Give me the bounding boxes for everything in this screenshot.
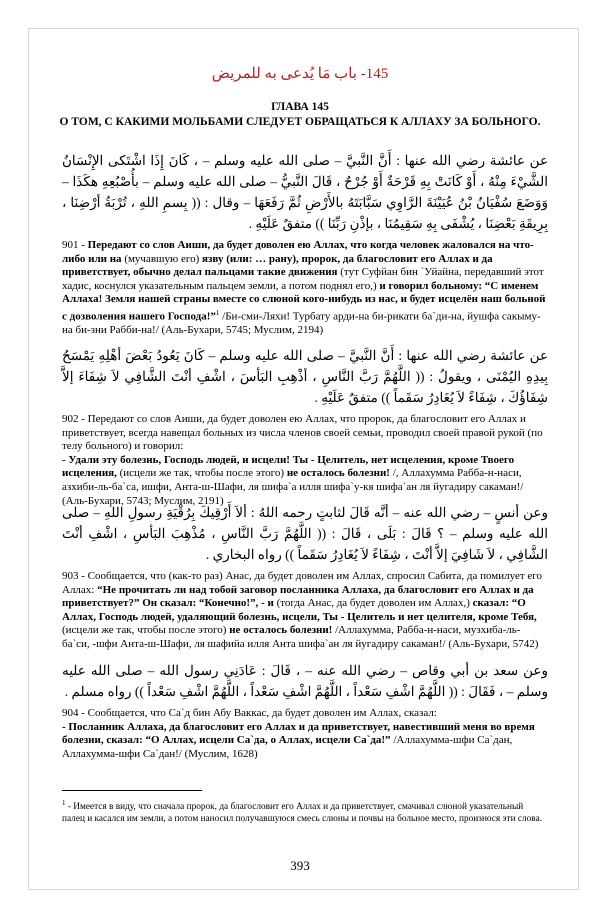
transliteration: /Аллахумма, Рабба-н-наси, музхиба-ль-ба`си, -шфи Анта-ш-Шафи, ля шафийа илля Анта шифа`ан ля йугадиру сакаман!/	[62, 624, 521, 650]
footnote-marker: 1	[215, 308, 220, 317]
hadith-translation: 901 - Передают со слов Аиши, да будет доволен ею Аллах, что когда человек жаловался на что-либо или на (мучавшую его) язву (или: … рану), пророк, да благословит его Аллах и да приветствует, обычно делал пальцами такие движения (тут Суфйан бин `Уйайна, передавший этот хадис, коснулся указательным пальцем земли, а потом поднял его,) и говорил больному: “С именем Аллаха! Земля нашей страны вместе со слюной кого-нибудь из нас, и будет исцелён наш больной с дозволения нашего Господа!”$^1$ /Би-сми-Ляхи! Турбату арди-на би-рикати ба`ди-на, йушфа сакыму-на би-зни Рабби-на!/ (Аль-Бухари, 5745; Муслим, 2194)	[62, 239, 546, 337]
hadith-902	[62, 345, 548, 508]
chapter-heading	[40, 100, 560, 130]
hadith-904	[62, 660, 548, 761]
hadith-dua: - Удали эту болезнь, Господь людей, и исцели! Ты - Целитель, нет исцеления, кроме Твоего исцеления, (исцели же так, чтобы после этого) не осталось болезни! /, Аллахумма Рабба-н-наси, азхиби-ль-ба`са, ишфи, Анта-ш-Шафи, ля шифа`а илля шифа`у-кя шифа`ан ля йугадиру сакаман!/ (Аль-Бухари, 5743; Муслим, 2191)	[62, 453, 524, 507]
hadith-arabic-text: عن عائشة رضي الله عنها : أَنَّ النَّبيَّ – صلى الله عليه وسلم – ، كَانَ إِذَا اشْتَكى الإِنْسَانُ الشَّيْءَ مِنْهُ ، أَوْ كَانَتْ بِهِ قَرْحَةٌ أَوْ جُرْحٌ ، قَالَ النَّبيُّ – صلى الله عليه وسلم – بأُصْبُعِهِ هكَذَا – وَوَضَعَ سُفْيَانُ بْنُ عُيَيْنَةَ الرَّاوِي سَبَّابَتَهُ بالأَرْضِ ثُمَّ رَفَعَهَا – وقال : (( بِسمِ اللهِ ، تُرْبَةُ أرْضِنَا ، بِرِيقَةِ بَعْضِنَا ، يُشْفَى بِهِ سَقِيمُنَا ، بإذْنِ رَبِّنَا )) متفقٌ عَلَيْهِ .	[62, 153, 548, 231]
transliteration: /Би-сми-Ляхи! Турбату арди-на би-рикати ба`ди-на, йушфа сакыму-на би-зни Рабби-на!/	[62, 310, 541, 337]
footnote-number: 1	[62, 799, 66, 807]
source-reference: (Аль-Бухари, 5745; Муслим, 2194)	[161, 324, 324, 337]
page-number: 393	[290, 858, 310, 873]
hadith-translation: 904 - Сообщается, что Са`д бин Абу Ваккас, да будет доволен им Аллах, сказал:	[62, 707, 437, 719]
hadith-translation: 903 - Сообщается, что (как-то раз) Анас, да будет доволен им Аллах, спросил Сабита, да помилует его Аллах: “Не прочитать ли над тобой заговор посланника Аллаха, да благословит его Аллах и да приветствует?” Он сказал: “Конечно!”, - и (тогда Анас, да будет доволен им Аллах,) сказал: “О Аллах, Господь людей, удаляющий болезнь, исцели, Ты - Целитель и нет целителя, кроме Тебя, (исцели же так, чтобы после этого) не осталось болезни! /Аллахумма, Рабба-н-наси, музхиба-ль-ба`си, -шфи Анта-ш-Шафи, ля шафийа илля Анта шифа`ан ля йугадиру сакаман!/ (Аль-Бухари, 5742)	[62, 570, 543, 650]
hadith-arabic-text: عن عائشة رضي الله عنها : أَنَّ النَّبيَّ – صلى الله عليه وسلم – كَانَ يَعُودُ بَعْضَ أهْلِهِ يَمْسَحُ بِيدِهِ اليُمْنَى ، ويقولُ : (( اللَّهُمَّ رَبَّ النَّاسِ ، أذْهِبِ البَأسَ ، اشْفِ أنْتَ الشَّافِي لاَ شِفَاءَ إلاَّ شِفَاؤُكَ ، شِفَاءً لاَ يُغَادِرُ سَقَماً )) متفقٌ عَلَيْهِ .	[62, 348, 548, 405]
chapter-title: О ТОМ, С КАКИМИ МОЛЬБАМИ СЛЕДУЕТ ОБРАЩАТЬСЯ К АЛЛАХУ ЗА БОЛЬНОГО.	[59, 116, 541, 128]
footnote-divider	[62, 790, 202, 791]
hadith-903	[62, 502, 548, 652]
hadith-translation: 902 - Передают со слов Аиши, да будет доволен ею Аллах, что пророк, да благословит его Аллах и приветствует, всегда навещал больных из числа членов своей семьи, проводил своей правой рукой (по телу больного) и говорил:	[62, 413, 543, 453]
transliteration: /Аллахумма-шфи Са`дан, Аллахумма-шфи Са`дан!/	[62, 734, 513, 760]
chapter-title-arabic: 145- باب مَا يُدعى به للمريض	[211, 66, 389, 82]
hadith-arabic-text: وعن أنسٍ – رضي الله عنه – أنَّه قَالَ لثابتٍ رحمه اللهُ : ألاَ أَرْقِيكَ بِرُقْيَةِ رسولِ اللهِ – صلى الله عليه وسلم – ؟ قَالَ : بَلَى ، قَالَ : (( اللَّهُمَّ رَبَّ النَّاسِ ، مُذْهِبَ البَأسِ ، اشْفِ أنْتَ الشَّافِي ، لاَ شَافِيَ إلاَّ أنْتَ ، شِفَاءً لاَ يُغَادِرُ سَقَماً )) رواه البخاري .	[62, 505, 548, 562]
hadith-901	[62, 150, 548, 338]
footnote	[62, 797, 548, 825]
hadith-dua: - Посланник Аллаха, да благословит его Аллах и да приветствует, навестивший меня во время болезни, сказал: “О Аллах, исцели Са`да, о Аллах, исцели Са`да!” /Аллахумма-шфи Са`дан, Аллахумма-шфи Са`дан!/ (Муслим, 1628)	[62, 720, 535, 760]
source-reference: (Аль-Бухари, 5743; Муслим, 2191)	[62, 494, 224, 507]
source-reference: (Аль-Бухари, 5742)	[448, 637, 539, 650]
source-reference: (Муслим, 1628)	[184, 747, 258, 760]
transliteration: /, Аллахумма Рабба-н-наси, азхиби-ль-ба`са, ишфи, Анта-ш-Шафи, ля шифа`а илля шифа`у-кя шифа`ан ля йугадиру сакаман!/	[62, 467, 524, 493]
chapter-label: ГЛАВА 145	[271, 101, 329, 113]
dua-text: “С именем Аллаха! Земля нашей страны вместе со слюной кого-нибудь из нас, и будет исцелён наш больной с дозволения нашего Господа!”	[62, 279, 546, 323]
hadith-arabic-text: وعن سعد بن أبي وقاص – رضي الله عنه – ، قَالَ : عَادَنِي رسول الله – صلى الله عليه وسلم – ، فَقَالَ : (( اللَّهُمَّ اشْفِ سَعْداً ، اللَّهُمَّ اشْفِ سَعْداً ، اللَّهُمَّ اشْفِ سَعْداً )) رواه مسلم .	[62, 663, 548, 699]
footnote-text: - Имеется в виду, что сначала пророк, да благословит его Аллах и да приветствует, смачивал слюной указательный палец и касался им земли, а потом наносил получавшуюся смесь слюны и почвы на больное место, произнося эти слова.	[62, 802, 543, 825]
